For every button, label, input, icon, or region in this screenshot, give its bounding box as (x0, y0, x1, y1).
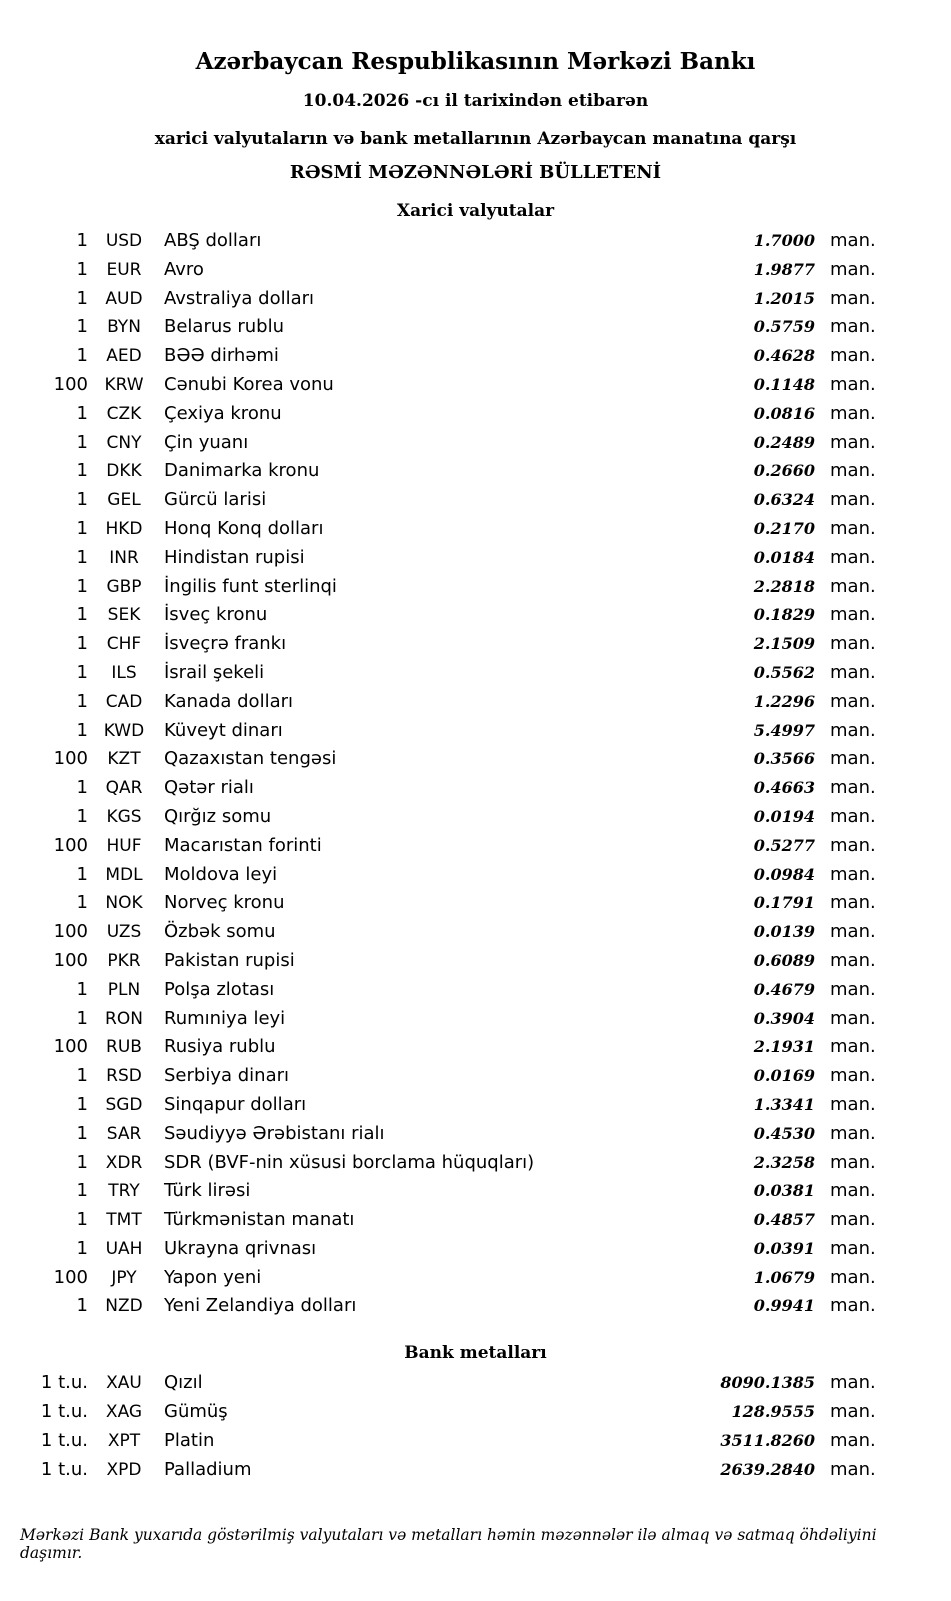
unit-label: man. (830, 805, 876, 827)
page-title: Azərbaycan Respublikasının Mərkəzi Bankı (195, 48, 756, 75)
rate-value-cell: 2639.2840 (720, 1459, 815, 1479)
rate-value-cell: 0.2489 (753, 432, 815, 452)
rate-value-cell: 0.4530 (753, 1123, 815, 1143)
currency-name-cell: Qızıl (164, 1372, 203, 1394)
unit-label: man. (830, 1151, 876, 1173)
currency-row (20, 573, 878, 602)
unit-label: man. (830, 258, 876, 280)
bulletin-subtitle: xarici valyutaların və bank metallarının Azərbaycan manatına qarşı (154, 129, 797, 149)
quantity-cell: 1 (76, 1237, 88, 1259)
quantity-cell: 1 (76, 460, 88, 482)
currency-name-cell: Danimarka kronu (164, 460, 320, 482)
currency-row (20, 256, 878, 285)
currency-row (20, 1091, 878, 1120)
currency-name-cell: Küveyt dinarı (164, 719, 283, 741)
quantity-cell: 1 (76, 661, 88, 683)
unit-label: man. (830, 921, 876, 943)
currency-name-cell: Yapon yeni (164, 1266, 262, 1288)
currency-row (20, 1206, 878, 1235)
currency-name-cell: Çin yuanı (164, 431, 249, 453)
unit-label: man. (830, 777, 876, 799)
rate-value-cell: 0.1148 (753, 374, 815, 394)
currency-name-cell: Belarus rublu (164, 316, 285, 338)
currency-row (20, 601, 878, 630)
quantity-cell: 100 (53, 949, 88, 971)
quantity-cell: 1 (76, 1065, 88, 1087)
unit-label: man. (830, 1007, 876, 1029)
currency-code-cell: RUB (106, 1037, 142, 1058)
currency-row (20, 803, 878, 832)
currency-name-cell: Avro (164, 258, 204, 280)
currency-code-cell: PLN (107, 979, 141, 1000)
metals-section-title: Bank metalları (404, 1343, 547, 1364)
currency-name-cell: Sinqapur dolları (164, 1093, 307, 1115)
rate-value-cell: 0.0391 (753, 1238, 815, 1258)
rate-value-cell: 0.1791 (753, 893, 815, 913)
currency-name-cell: Özbək somu (164, 921, 276, 943)
currency-name-cell: Polşa zlotası (164, 978, 275, 1000)
unit-label: man. (830, 719, 876, 741)
rate-value-cell: 3511.8260 (720, 1430, 815, 1450)
unit-label: man. (830, 1036, 876, 1058)
currency-code-cell: HUF (106, 835, 142, 856)
currency-name-cell: Moldova leyi (164, 863, 278, 885)
quantity-cell: 1 t.u. (40, 1372, 88, 1394)
unit-label: man. (830, 834, 876, 856)
currency-code-cell: TRY (108, 1181, 140, 1202)
currency-name-cell: Türk lirəsi (164, 1180, 251, 1202)
currency-row (20, 371, 878, 400)
quantity-cell: 1 (76, 777, 88, 799)
unit-label: man. (830, 690, 876, 712)
unit-label: man. (830, 863, 876, 885)
quantity-cell: 1 (76, 575, 88, 597)
currency-row (20, 1235, 878, 1264)
currency-name-cell: SDR (BVF-nin xüsusi borclama hüquqları) (164, 1151, 535, 1173)
currency-row (20, 1120, 878, 1149)
unit-label: man. (830, 978, 876, 1000)
currency-code-cell: PKR (107, 950, 141, 971)
currency-name-cell: Səudiyyə Ərəbistanı rialı (164, 1122, 385, 1144)
rate-value-cell: 0.4857 (753, 1210, 815, 1230)
currency-name-cell: Çexiya kronu (164, 402, 282, 424)
disclaimer-text: Mərkəzi Bank yuxarıda göstərilmiş valyutaları və metalları həmin məzənnələr ilə almaq və satmaq öhdəliyini daşımır. (20, 1526, 877, 1563)
quantity-cell: 1 (76, 978, 88, 1000)
quantity-cell: 1 t.u. (40, 1401, 88, 1423)
quantity-cell: 100 (53, 373, 88, 395)
currency-row (20, 313, 878, 342)
unit-label: man. (830, 489, 876, 511)
metal-rates-table (0, 1369, 951, 1484)
rate-value-cell: 0.5562 (753, 662, 815, 682)
rate-value-cell: 1.9877 (753, 259, 815, 279)
currency-row (20, 774, 878, 803)
rate-value-cell: 0.0381 (753, 1181, 815, 1201)
rate-value-cell: 0.0194 (753, 806, 815, 826)
rate-value-cell: 1.2015 (753, 288, 815, 308)
quantity-cell: 100 (53, 748, 88, 770)
quantity-cell: 1 (76, 431, 88, 453)
currency-row (20, 1062, 878, 1091)
currency-row (20, 918, 878, 947)
rate-value-cell: 0.0984 (753, 864, 815, 884)
rate-value-cell: 0.9941 (753, 1296, 815, 1316)
bulletin-title: RƏSMİ MƏZƏNNƏLƏRİ BÜLLETENİ (289, 162, 662, 183)
currency-code-cell: CNY (106, 432, 142, 453)
rate-value-cell: 2.3258 (753, 1152, 815, 1172)
unit-label: man. (830, 661, 876, 683)
unit-label: man. (830, 316, 876, 338)
quantity-cell: 1 t.u. (40, 1429, 88, 1451)
currency-row (20, 688, 878, 717)
unit-label: man. (830, 1458, 876, 1480)
unit-label: man. (830, 431, 876, 453)
currency-code-cell: CHF (106, 634, 142, 655)
unit-label: man. (830, 1237, 876, 1259)
unit-label: man. (830, 1209, 876, 1231)
rate-value-cell: 128.9555 (731, 1402, 815, 1422)
quantity-cell: 1 (76, 287, 88, 309)
currency-code-cell: RSD (106, 1066, 142, 1087)
rate-value-cell: 0.0169 (753, 1066, 815, 1086)
quantity-cell: 1 (76, 1093, 88, 1115)
currency-name-cell: İsrail şekeli (164, 661, 265, 683)
currency-name-cell: Rumıniya leyi (164, 1007, 286, 1029)
quantity-cell: 1 (76, 1209, 88, 1231)
currency-code-cell: NZD (105, 1296, 143, 1317)
currency-code-cell: AUD (105, 288, 143, 309)
currency-code-cell: CZK (106, 403, 142, 424)
unit-label: man. (830, 633, 876, 655)
currency-code-cell: SGD (105, 1094, 143, 1115)
currency-name-cell: Platin (164, 1429, 215, 1451)
currency-row (20, 630, 878, 659)
currency-name-cell: Pakistan rupisi (164, 949, 295, 971)
currency-name-cell: Gürcü larisi (164, 489, 267, 511)
quantity-cell: 100 (53, 834, 88, 856)
currency-row (20, 457, 878, 486)
currency-row (20, 544, 878, 573)
currency-code-cell: XPT (107, 1430, 141, 1451)
quantity-cell: 1 (76, 517, 88, 539)
currency-name-cell: Gümüş (164, 1401, 228, 1423)
quantity-cell: 1 (76, 690, 88, 712)
currency-code-cell: UZS (106, 922, 142, 943)
currency-code-cell: AED (106, 346, 142, 367)
unit-label: man. (830, 1065, 876, 1087)
effective-date: 10.04.2026 -cı il tarixindən etibarən (302, 91, 649, 111)
currency-code-cell: XAG (105, 1402, 143, 1423)
currency-code-cell: ILS (111, 662, 137, 683)
quantity-cell: 1 t.u. (40, 1458, 88, 1480)
quantity-cell: 1 (76, 402, 88, 424)
bank-metals-section (0, 1343, 951, 1484)
rate-value-cell: 0.3566 (753, 749, 815, 769)
currency-code-cell: KZT (107, 749, 141, 770)
quantity-cell: 1 (76, 805, 88, 827)
currency-row (20, 1264, 878, 1293)
currency-code-cell: HKD (105, 518, 143, 539)
quantity-cell: 1 (76, 345, 88, 367)
rate-value-cell: 2.1931 (753, 1037, 815, 1057)
currency-code-cell: JPY (111, 1267, 137, 1288)
currency-code-cell: UAH (105, 1238, 143, 1259)
rate-value-cell: 0.4679 (753, 979, 815, 999)
currency-code-cell: XPD (106, 1459, 142, 1480)
unit-label: man. (830, 287, 876, 309)
currency-name-cell: Honq Konq dolları (164, 517, 324, 539)
foreign-currencies-section (0, 201, 951, 1321)
currency-code-cell: EUR (106, 259, 142, 280)
quantity-cell: 1 (76, 719, 88, 741)
rate-value-cell: 2.1509 (753, 634, 815, 654)
rate-value-cell: 8090.1385 (720, 1373, 815, 1393)
unit-label: man. (830, 892, 876, 914)
currency-code-cell: SAR (106, 1123, 142, 1144)
currency-row (20, 832, 878, 861)
rate-value-cell: 0.4663 (753, 778, 815, 798)
currency-row (20, 1177, 878, 1206)
unit-label: man. (830, 230, 876, 251)
currency-row (20, 285, 878, 314)
currency-row (20, 745, 878, 774)
currency-name-cell: Qətər rialı (164, 777, 254, 799)
rate-value-cell: 0.5277 (753, 835, 815, 855)
rate-value-cell: 5.4997 (753, 720, 815, 740)
unit-label: man. (830, 1372, 876, 1394)
currency-name-cell: İsveçrə frankı (164, 633, 287, 655)
currency-name-cell: Serbiya dinarı (164, 1065, 289, 1087)
quantity-cell: 1 (76, 1295, 88, 1317)
quantity-cell: 1 (76, 604, 88, 626)
currency-name-cell: Yeni Zelandiya dolları (164, 1295, 357, 1317)
rate-value-cell: 0.0816 (753, 403, 815, 423)
unit-label: man. (830, 1122, 876, 1144)
unit-label: man. (830, 1093, 876, 1115)
quantity-cell: 1 (76, 1122, 88, 1144)
currency-name-cell: Cənubi Korea vonu (164, 373, 334, 395)
unit-label: man. (830, 748, 876, 770)
unit-label: man. (830, 546, 876, 568)
currency-code-cell: RON (105, 1008, 143, 1029)
currency-code-cell: KRW (104, 374, 144, 395)
unit-label: man. (830, 1401, 876, 1423)
metal-row (20, 1456, 878, 1485)
quantity-cell: 1 (76, 633, 88, 655)
rate-value-cell: 0.2170 (753, 518, 815, 538)
quantity-cell: 1 (76, 546, 88, 568)
currency-row (20, 947, 878, 976)
rate-value-cell: 1.2296 (753, 691, 815, 711)
unit-label: man. (830, 402, 876, 424)
quantity-cell: 100 (53, 1266, 88, 1288)
currency-name-cell: Ukrayna qrivnası (164, 1237, 317, 1259)
rate-value-cell: 2.2818 (753, 576, 815, 596)
currency-code-cell: XDR (105, 1152, 143, 1173)
currency-name-cell: İngilis funt sterlinqi (164, 575, 337, 597)
currency-row (20, 861, 878, 890)
unit-label: man. (830, 1429, 876, 1451)
currency-code-cell: QAR (105, 778, 143, 799)
quantity-cell: 1 (76, 1007, 88, 1029)
currency-code-cell: XAU (106, 1373, 142, 1394)
currency-row (20, 976, 878, 1005)
currency-code-cell: DKK (106, 461, 142, 482)
unit-label: man. (830, 1266, 876, 1288)
quantity-cell: 100 (53, 1036, 88, 1058)
currency-name-cell: Rusiya rublu (164, 1036, 276, 1058)
currency-name-cell: Palladium (164, 1458, 252, 1480)
currency-code-cell: SEK (107, 605, 141, 626)
currency-code-cell: KWD (103, 720, 145, 741)
rate-value-cell: 0.1829 (753, 605, 815, 625)
currency-row (20, 227, 878, 256)
currency-code-cell: KGS (106, 806, 142, 827)
rate-value-cell: 0.3904 (753, 1008, 815, 1028)
currency-code-cell: BYN (107, 317, 141, 338)
currency-name-cell: Hindistan rupisi (164, 546, 305, 568)
currency-row (20, 515, 878, 544)
currency-name-cell: Avstraliya dolları (164, 287, 315, 309)
currency-row (20, 429, 878, 458)
currency-name-cell: BƏƏ dirhəmi (164, 345, 279, 367)
currency-row (20, 1292, 878, 1321)
quantity-cell: 1 (76, 1180, 88, 1202)
unit-label: man. (830, 575, 876, 597)
quantity-cell: 1 (76, 1151, 88, 1173)
quantity-cell: 1 (76, 489, 88, 511)
unit-label: man. (830, 345, 876, 367)
rate-value-cell: 1.0679 (753, 1267, 815, 1287)
unit-label: man. (830, 1180, 876, 1202)
rate-value-cell: 0.5759 (753, 317, 815, 337)
currency-row (20, 659, 878, 688)
currency-code-cell: GBP (106, 576, 142, 597)
currency-row (20, 1033, 878, 1062)
unit-label: man. (830, 1295, 876, 1317)
currency-row (20, 342, 878, 371)
rate-value-cell: 0.4628 (753, 346, 815, 366)
unit-label: man. (830, 460, 876, 482)
quantity-cell: 1 (76, 892, 88, 914)
metal-row (20, 1398, 878, 1427)
unit-label: man. (830, 517, 876, 539)
currency-name-cell: ABŞ dolları (164, 230, 262, 251)
currency-name-cell: Norveç kronu (164, 892, 285, 914)
rate-value-cell: 1.7000 (753, 231, 815, 250)
unit-label: man. (830, 604, 876, 626)
currency-row (20, 400, 878, 429)
currency-row (20, 717, 878, 746)
metal-row (20, 1369, 878, 1398)
rate-value-cell: 0.6324 (753, 490, 815, 510)
metal-row (20, 1427, 878, 1456)
currency-name-cell: Qazaxıstan tengəsi (164, 748, 337, 770)
currency-code-cell: GEL (107, 490, 141, 511)
quantity-cell: 1 (76, 230, 88, 251)
currency-name-cell: Qırğız somu (164, 805, 272, 827)
rate-value-cell: 0.0184 (753, 547, 815, 567)
unit-label: man. (830, 949, 876, 971)
currency-code-cell: NOK (105, 893, 143, 914)
rate-value-cell: 0.0139 (753, 922, 815, 942)
quantity-cell: 100 (53, 921, 88, 943)
currency-code-cell: TMT (106, 1210, 142, 1231)
unit-label: man. (830, 373, 876, 395)
currency-row (20, 486, 878, 515)
currency-row (20, 1005, 878, 1034)
currency-code-cell: MDL (105, 864, 143, 885)
quantity-cell: 1 (76, 316, 88, 338)
currency-row (20, 889, 878, 918)
rate-value-cell: 1.3341 (753, 1094, 815, 1114)
currency-name-cell: İsveç kronu (164, 604, 268, 626)
quantity-cell: 1 (76, 258, 88, 280)
currency-rates-table (0, 227, 951, 1321)
currency-name-cell: Kanada dolları (164, 690, 294, 712)
quantity-cell: 1 (76, 863, 88, 885)
rate-value-cell: 0.6089 (753, 950, 815, 970)
currency-code-cell: INR (109, 547, 139, 568)
currency-code-cell: CAD (105, 691, 143, 712)
currency-code-cell: USD (105, 231, 143, 251)
currency-row (20, 1149, 878, 1178)
currency-name-cell: Türkmənistan manatı (164, 1209, 355, 1231)
currency-name-cell: Macarıstan forinti (164, 834, 322, 856)
rate-value-cell: 0.2660 (753, 461, 815, 481)
currencies-section-title: Xarici valyutalar (396, 201, 555, 221)
